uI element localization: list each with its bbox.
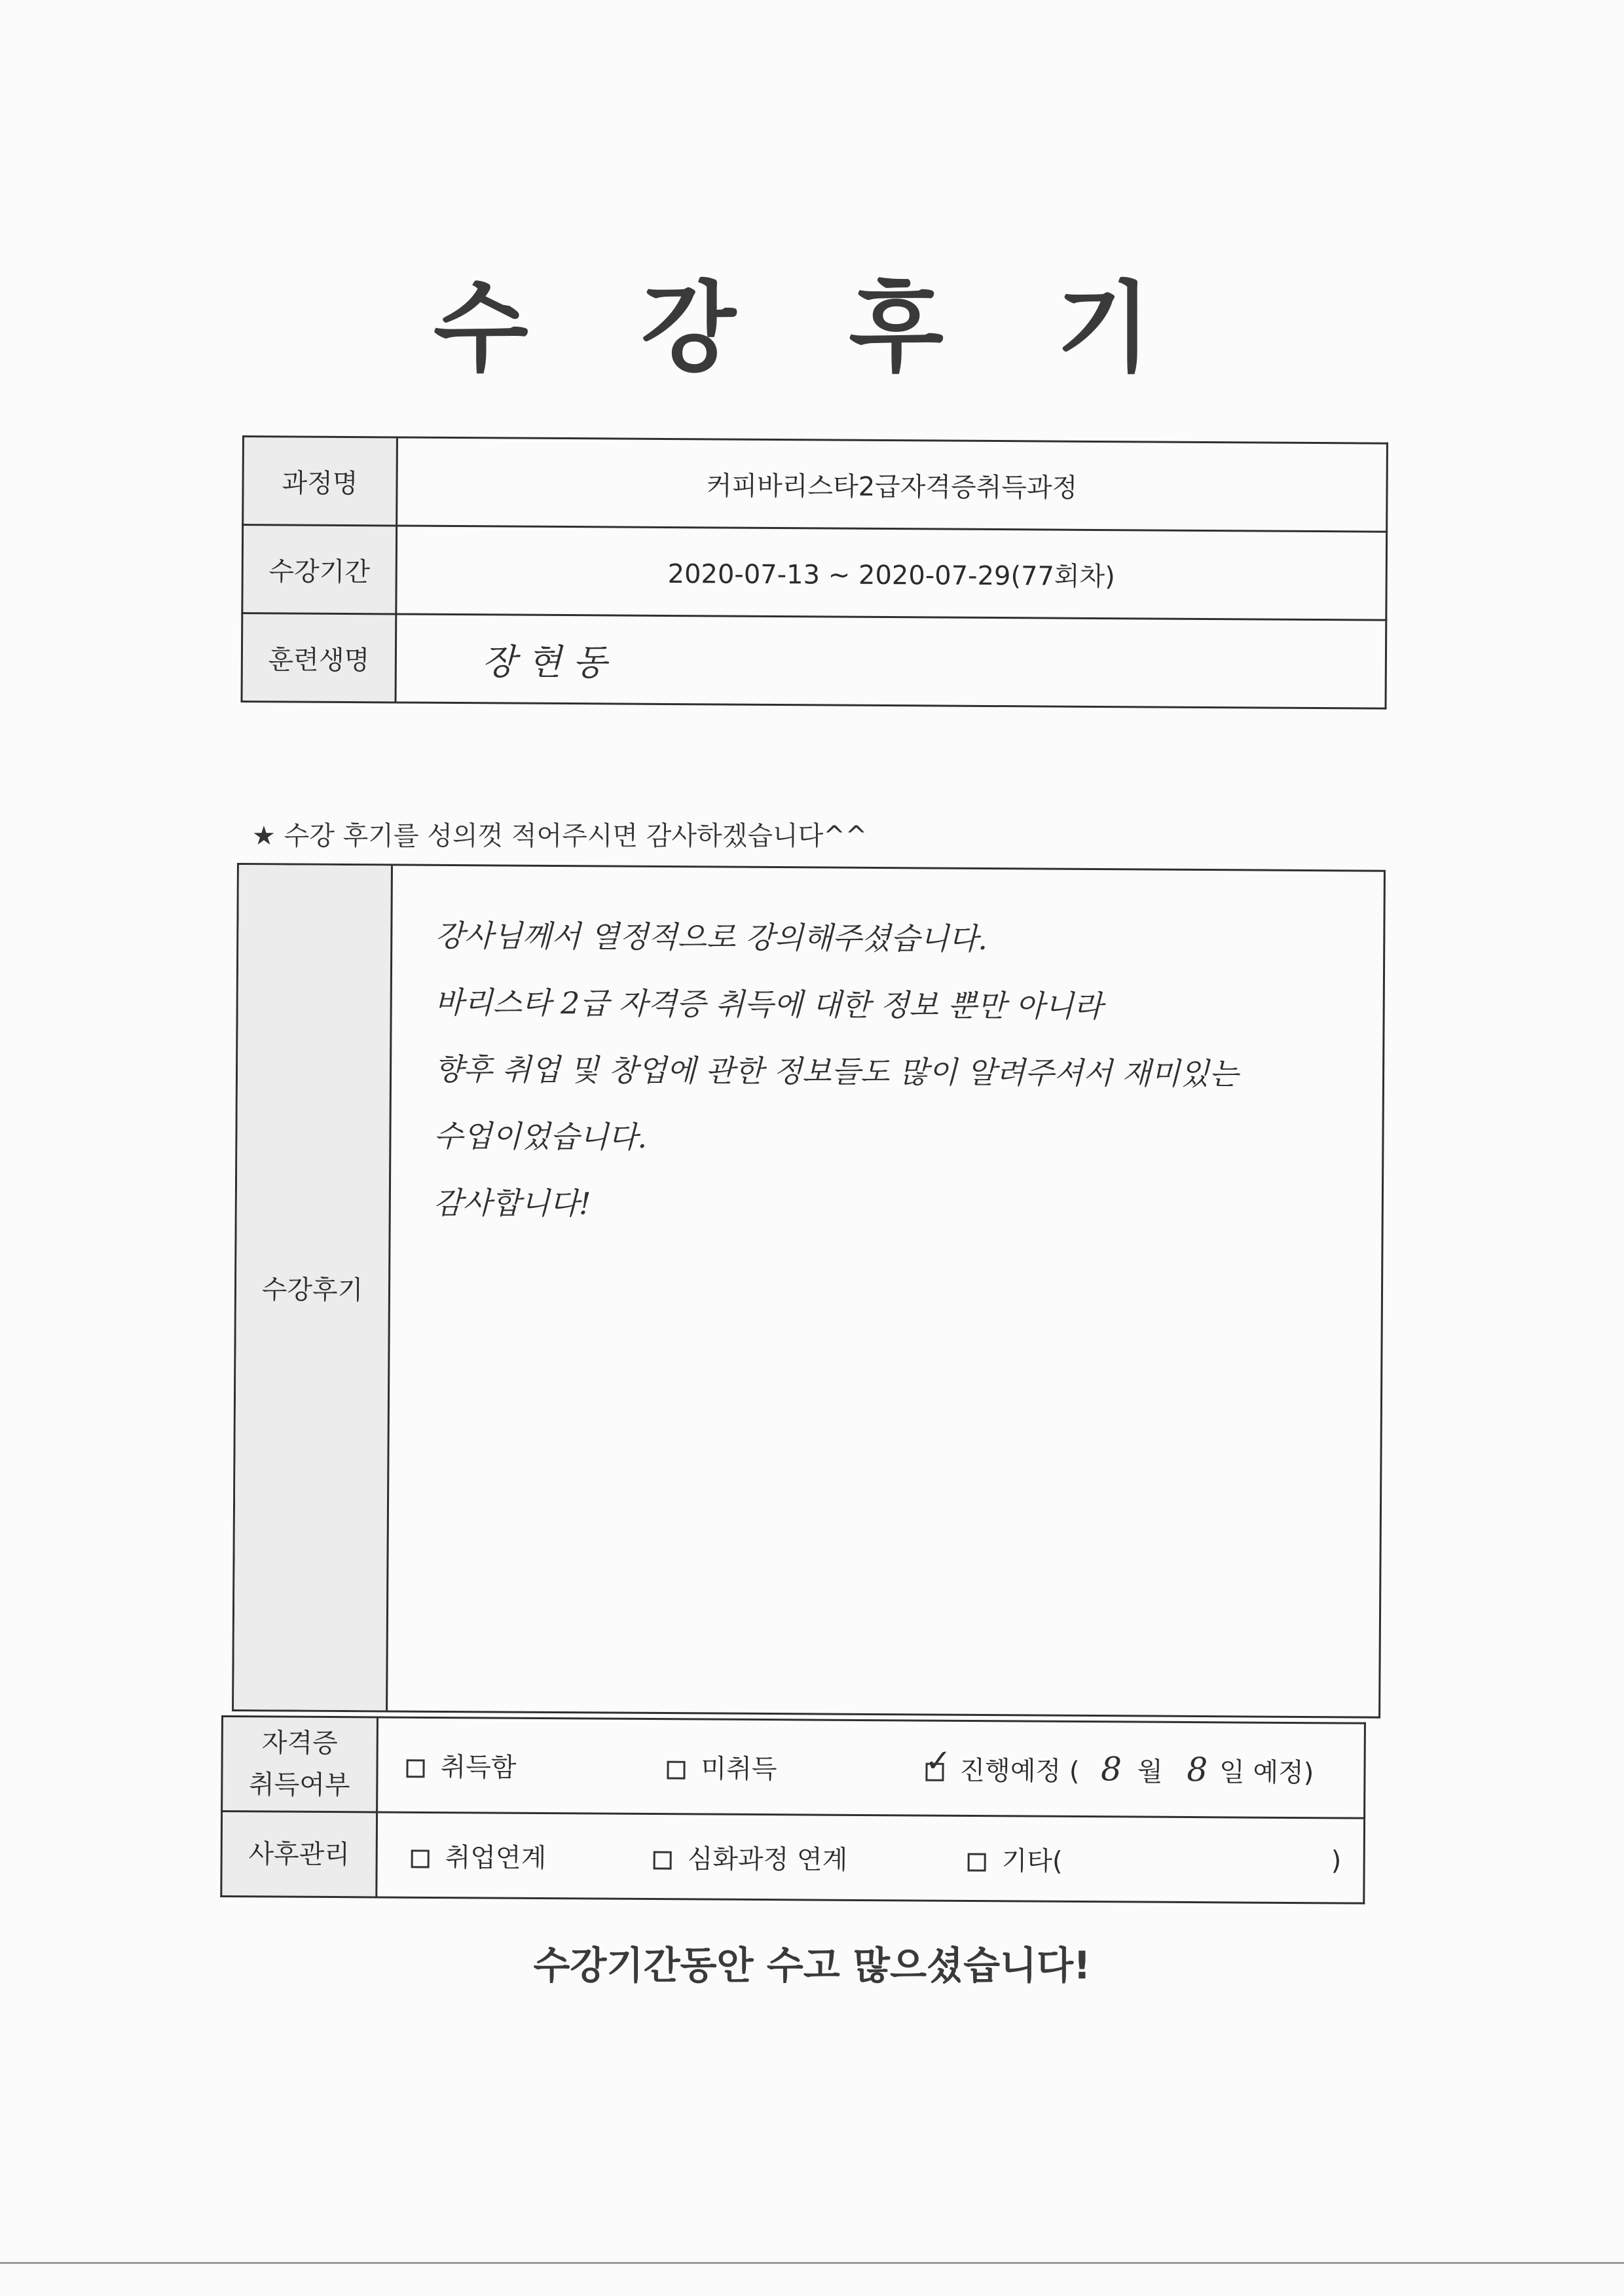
period-label: 수강기간 — [242, 525, 397, 614]
review-line-5: 감사합니다! — [433, 1184, 591, 1222]
trainee-name-handwritten: 장 현 동 — [481, 640, 607, 683]
course-value: 커피바리스타2급자격증취득과정 — [397, 437, 1388, 532]
review-notice: ★ 수강 후기를 성의껏 적어주시면 감사하겠습니다^^ — [252, 821, 868, 851]
option-acquired[interactable]: 취득함 — [406, 1746, 516, 1784]
period-value: 2020-07-13 ~ 2020-07-29(77회차) — [396, 526, 1387, 620]
review-section — [232, 863, 1386, 1719]
certification-row — [222, 1717, 1365, 1819]
review-line-4: 수업이었습니다. — [434, 1118, 648, 1155]
closing-message: 수강기간동안 수고 많으셨습니다! — [533, 1943, 1091, 1988]
review-label: 수강후기 — [234, 865, 393, 1710]
checkmark-icon: ✓ — [925, 1742, 951, 1779]
review-line-3: 향후 취업 및 창업에 관한 정보들도 많이 알려주셔서 재미있는 — [434, 1051, 1239, 1092]
aftercare-options — [377, 1812, 1365, 1903]
option-not-acquired[interactable]: 미취득 — [667, 1748, 777, 1786]
advanced-course-checkbox[interactable] — [654, 1851, 672, 1869]
option-other[interactable]: 기타( — [968, 1840, 1063, 1878]
status-table — [220, 1715, 1366, 1904]
review-line-2: 바리스타 2급 자격증 취득에 대한 정보 뿐만 아니라 — [434, 984, 1103, 1025]
certification-label — [222, 1717, 378, 1812]
certification-label-line2: 취득여부 — [248, 1770, 350, 1801]
review-text-area[interactable] — [433, 912, 1357, 1252]
option-job-placement[interactable]: 취업연계 — [411, 1836, 547, 1874]
scan-edge-divider — [0, 2262, 1624, 2264]
acquired-checkbox[interactable] — [406, 1759, 424, 1777]
period-row — [242, 525, 1387, 621]
option-planned[interactable]: ✓ 진행예정 ( 8 월 8 일 예정) — [925, 1742, 1314, 1789]
planned-month-value: 8 — [1100, 1750, 1122, 1789]
course-row — [243, 437, 1388, 532]
other-close-paren: ) — [1331, 1845, 1342, 1876]
certification-options — [377, 1717, 1365, 1818]
trainee-row — [242, 613, 1386, 709]
job-placement-checkbox[interactable] — [411, 1850, 430, 1868]
certification-label-line1: 자격증 — [261, 1728, 338, 1759]
page-title: 수 강 후 기 — [433, 272, 1191, 386]
aftercare-label: 사후관리 — [221, 1812, 377, 1897]
trainee-name-label: 훈련생명 — [242, 613, 396, 702]
review-line-1: 강사님께서 열정적으로 강의해주셨습니다. — [435, 917, 988, 957]
option-advanced-course[interactable]: 심화과정 연계 — [654, 1838, 848, 1876]
aftercare-row — [221, 1812, 1365, 1904]
not-acquired-checkbox[interactable] — [667, 1761, 685, 1779]
other-checkbox[interactable] — [968, 1853, 986, 1871]
course-info-table — [241, 435, 1388, 710]
planned-day-value: 8 — [1187, 1751, 1208, 1789]
course-label: 과정명 — [243, 437, 397, 526]
trainee-name-field[interactable] — [396, 614, 1386, 708]
planned-checkbox[interactable] — [925, 1742, 951, 1781]
